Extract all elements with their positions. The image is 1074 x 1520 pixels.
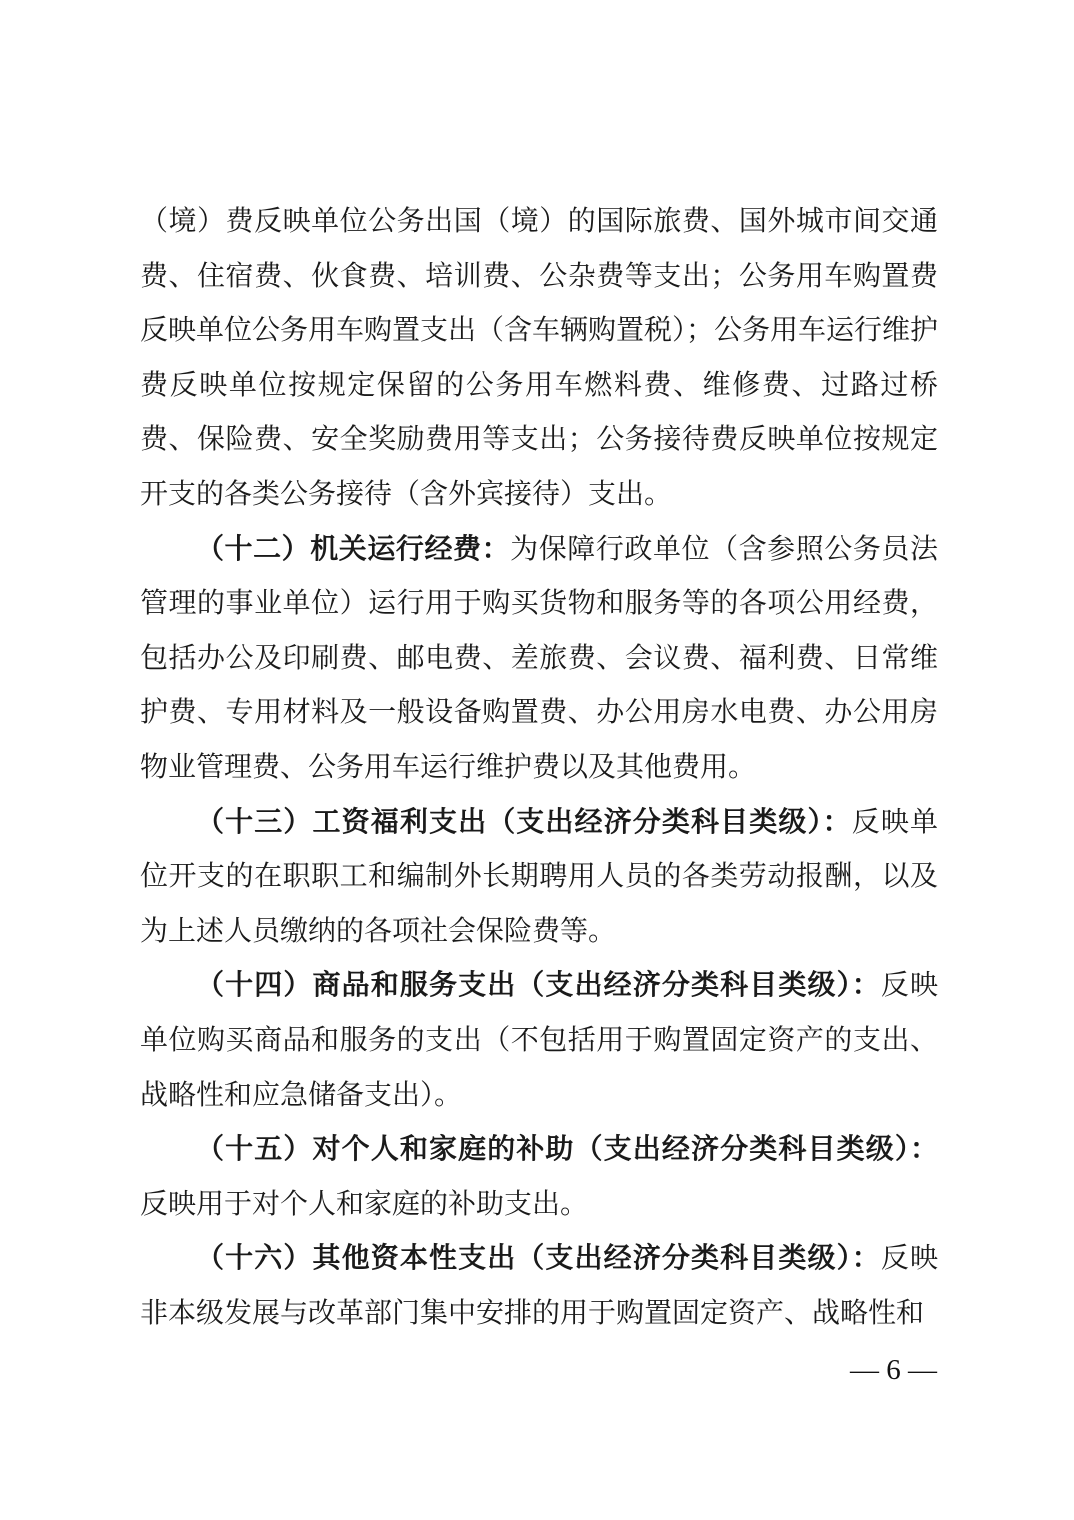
paragraph-item-13: [140, 796, 938, 960]
paragraph-item-16: [140, 1232, 938, 1341]
paragraph-body: （境）费反映单位公务出国（境）的国际旅费、国外城市间交通费、住宿费、伙食费、培训费、公杂费等支出；公务用车购置费反映单位公务用车购置支出（含车辆购置税）；公务用车运行维护费反映单位按规定保留的公务用车燃料费、维修费、过路过桥费、保险费、安全奖励费用等支出；公务接待费反映单位按规定开支的各类公务接待（含外宾接待）支出。: [140, 206, 939, 510]
paragraph-head: （十四）商品和服务支出（支出经济分类科目类级）：: [196, 970, 881, 1002]
paragraph-item-14: [140, 959, 938, 1123]
document-body: [140, 195, 938, 1341]
paragraph-body: 反映非本级发展与改革部门集中安排的用于购置固定资产、战略性和: [140, 1243, 938, 1329]
paragraph-body: 反映用于对个人和家庭的补助支出。: [140, 1188, 589, 1220]
paragraph-continuation: [140, 195, 938, 523]
paragraph-body: 反映单位购买商品和服务的支出（不包括用于购置固定资产的支出、战略性和应急储备支出）。: [140, 970, 938, 1111]
paragraph-head: （十六）其他资本性支出（支出经济分类科目类级）：: [196, 1243, 881, 1275]
paragraph-head: （十二）机关运行经费：: [196, 533, 511, 565]
paragraph-head: （十三）工资福利支出（支出经济分类科目类级）：: [196, 806, 852, 838]
paragraph-item-12: [140, 523, 938, 796]
paragraph-body: 反映单位开支的在职职工和编制外长期聘用人员的各类劳动报酬，以及为上述人员缴纳的各项社会保险费等。: [140, 806, 938, 947]
page-number: — 6 —: [850, 1354, 937, 1386]
paragraph-head: （十五）对个人和家庭的补助（支出经济分类科目类级）：: [196, 1134, 938, 1166]
paragraph-body: 为保障行政单位（含参照公务员法管理的事业单位）运行用于购买货物和服务等的各项公用经费，包括办公及印刷费、邮电费、差旅费、会议费、福利费、日常维护费、专用材料及一般设备购置费、办公用房水电费、办公用房物业管理费、公务用车运行维护费以及其他费用。: [140, 533, 938, 783]
paragraph-item-15: [140, 1123, 938, 1232]
